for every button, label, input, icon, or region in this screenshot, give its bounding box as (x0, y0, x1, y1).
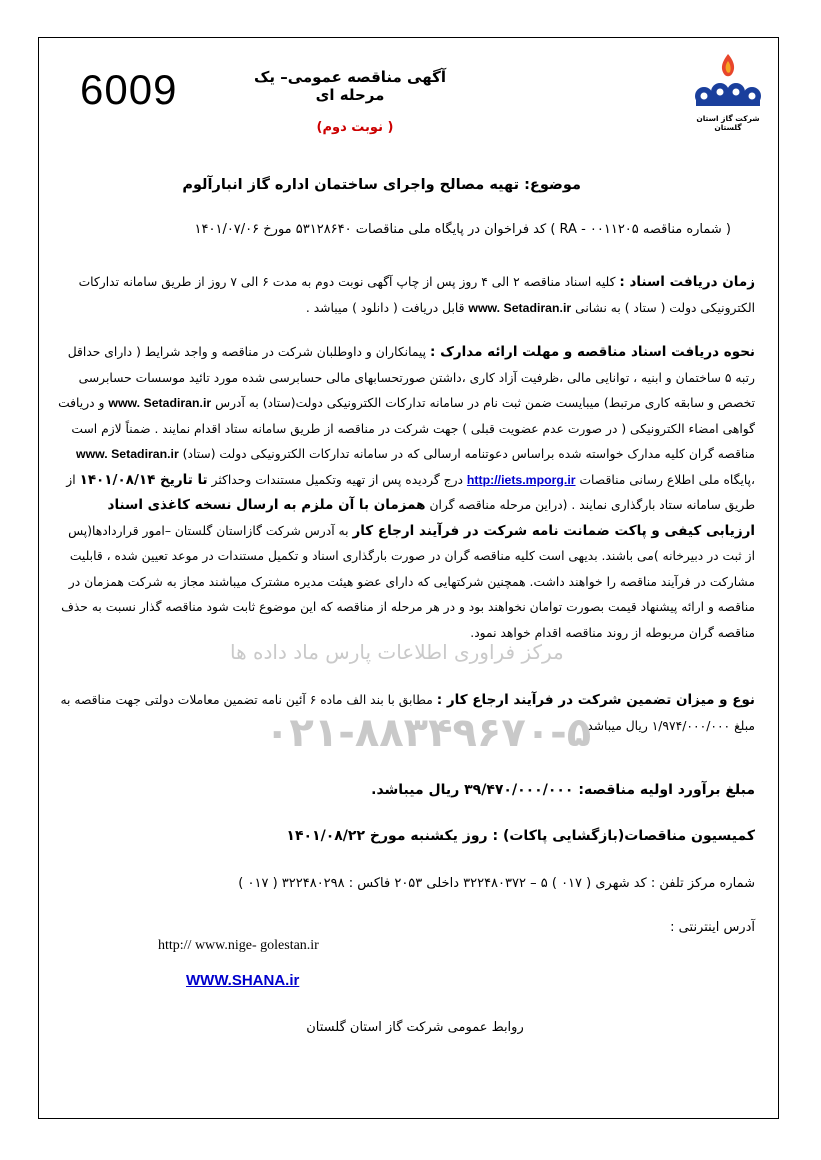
docs-text-1: پیمانکاران و داوطلبان شرکت در مناقصه و واجد شرایط ( دارای حداقل رتبه ۵ ساختمان و ابنیه ، توانایی مالی ،ظرفیت آزاد کاری ،داشتن صورتحسابهای مالی حسابرسی شده مورد تائید موسسات حسابرسی تخصص و سابقه کاری مرتبط) میبایست ضمن ثبت نام در سامانه تدارکات الکترونیکی دولت(ستاد) به آدرس (67, 345, 755, 410)
gas-company-flame-logo-icon (686, 52, 770, 114)
ad-round: ( نوبت دوم) (316, 120, 394, 135)
tender-number-line: ( شماره مناقصه RA - ۰۰۱۱۲۰۵ ) کد فراخوان در پایگاه ملی مناقصات ۵۳۱۲۸۶۴۰ مورخ ۱۴۰۱/۰۷/۰۶ (194, 222, 731, 237)
logo-caption: شرکت گاز استان گلستان (696, 114, 760, 132)
docs-label: نحوه دریافت اسناد مناقصه و مهلت ارائه مدارک : (429, 344, 755, 360)
receive-text-2: قابل دریافت ( دانلود ) میباشد . (305, 300, 465, 315)
deadline-date: تا تاریخ ۱۴۰۱/۰۸/۱۴ (79, 471, 208, 488)
iets-link[interactable]: http://iets.mporg.ir (466, 472, 576, 487)
receive-label: زمان دریافت اسناد : (619, 274, 755, 290)
docs-bold-requirement: همزمان با آن ملزم به ارسال نسخه کاغذی اسناد ارزیابی کیفی و پاکت ضمانت نامه شرکت در فرآیند ارجاع کار (107, 497, 755, 539)
ad-title: آگهی مناقصه عمومی– یک مرحله ای (253, 68, 446, 104)
commission-line: کمیسیون مناقصات(بازگشایی پاکات) : روز یکشنبه مورخ ۱۴۰۱/۰۸/۲۲ (286, 828, 755, 844)
docs-text-3: ،پایگاه ملی اطلاع رسانی مناقصات (579, 472, 755, 487)
receive-paragraph (55, 270, 755, 321)
docs-paragraph (55, 340, 755, 646)
setadiran-link[interactable]: www. Setadiran.ir (108, 396, 212, 410)
shana-link[interactable]: WWW.SHANA.ir (186, 972, 300, 989)
phone-line: شماره مرکز تلفن : کد شهری ( ۰۱۷ ) ۵ – ۳۲۲۴۸۰۳۷۲ داخلی ۲۰۵۳ فاکس : ۳۲۲۴۸۰۲۹۸ ( ۰۱۷ ) (238, 876, 755, 891)
company-logo (686, 52, 770, 132)
subject-line: موضوع: تهیه مصالح واجرای ساختمان اداره گاز انبارآلوم (182, 177, 581, 193)
setadiran-link[interactable]: www. Setadiran.ir (76, 447, 179, 461)
docs-text-5: از طریق سامانه ستاد بارگذاری نمایند . (دراین مرحله مناقصه گران (66, 472, 755, 512)
internet-label: آدرس اینترنتی : (670, 920, 755, 935)
docs-text-6: به آدرس شرکت گازاستان گلستان –امور قراردادها(پس از ثبت در دبیرخانه )می باشند. بدیهی است کلیه مناقصه گران در صورت بارگذاری اسناد و تکمیل مستندات در موعد تعیین شده ، قابلیت مشارکت در فرآیند مناقصه را خواهند داشت. همچنین شرکتهایی که دارای عضو هیئت مدیره مشترک میباشند مجاز به شرکت همزمان در مناقصه و ارائه پیشنهاد قیمت بصورت توامان نخواهند بود و در هر مرحله از مناقصه که این موضوع ثابت شود مناقصه گذار نسبت به حذف مناقصه گران مربوطه از روند مناقصه اقدام خواهد نمود. (61, 523, 755, 640)
estimate-line: مبلغ برآورد اولیه مناقصه: ۳۹/۴۷۰/۰۰۰/۰۰۰ ریال میباشد. (371, 782, 755, 798)
website-link[interactable]: http:// www.nige- golestan.ir (158, 938, 319, 953)
signature: روابط عمومی شرکت گاز استان گلستان (306, 1020, 524, 1035)
docs-text-4: درج گردیده پس از تهیه وتکمیل مستندات وحداکثر (211, 472, 463, 487)
guarantee-label: نوع و میزان تضمین شرکت در فرآیند ارجاع کار : (436, 692, 755, 708)
ad-code: 6009 (80, 66, 178, 113)
setadiran-link[interactable]: www. Setadiran.ir (468, 300, 572, 315)
watermark-text: مرکز فراوری اطلاعات پارس ماد داده ها (230, 640, 564, 664)
docs-text-2: و دریافت گواهی امضاء الکترونیکی ( در صورت عدم عضویت قبلی ) جهت شرکت در مناقصه از طریق سامانه ستاد اقدام نمایند . ضمناً لازم است مناقصه گران کلیه مدارک خواسته شده براساس دعوتنامه ارسالی که در سامانه تدارکات الکترونیکی دولت (ستاد) (58, 396, 755, 461)
guarantee-text: مطابق با بند الف ماده ۶ آئین نامه تضمین معاملات دولتی جهت مناقصه به مبلغ ۱/۹۷۴/۰۰۰/۰۰۰ ریال میباشد. (60, 693, 755, 733)
receive-text-1: کلیه اسناد مناقصه ۲ الی ۴ روز پس از چاپ آگهی نوبت دوم به مدت ۶ الی ۷ روز از طریق سامانه تدارکات الکترونیکی دولت ( ستاد ) به نشانی (78, 275, 755, 315)
watermark-phone: ۰۲۱-۸۸۳۴۹۶۷۰-۵ (265, 710, 592, 756)
